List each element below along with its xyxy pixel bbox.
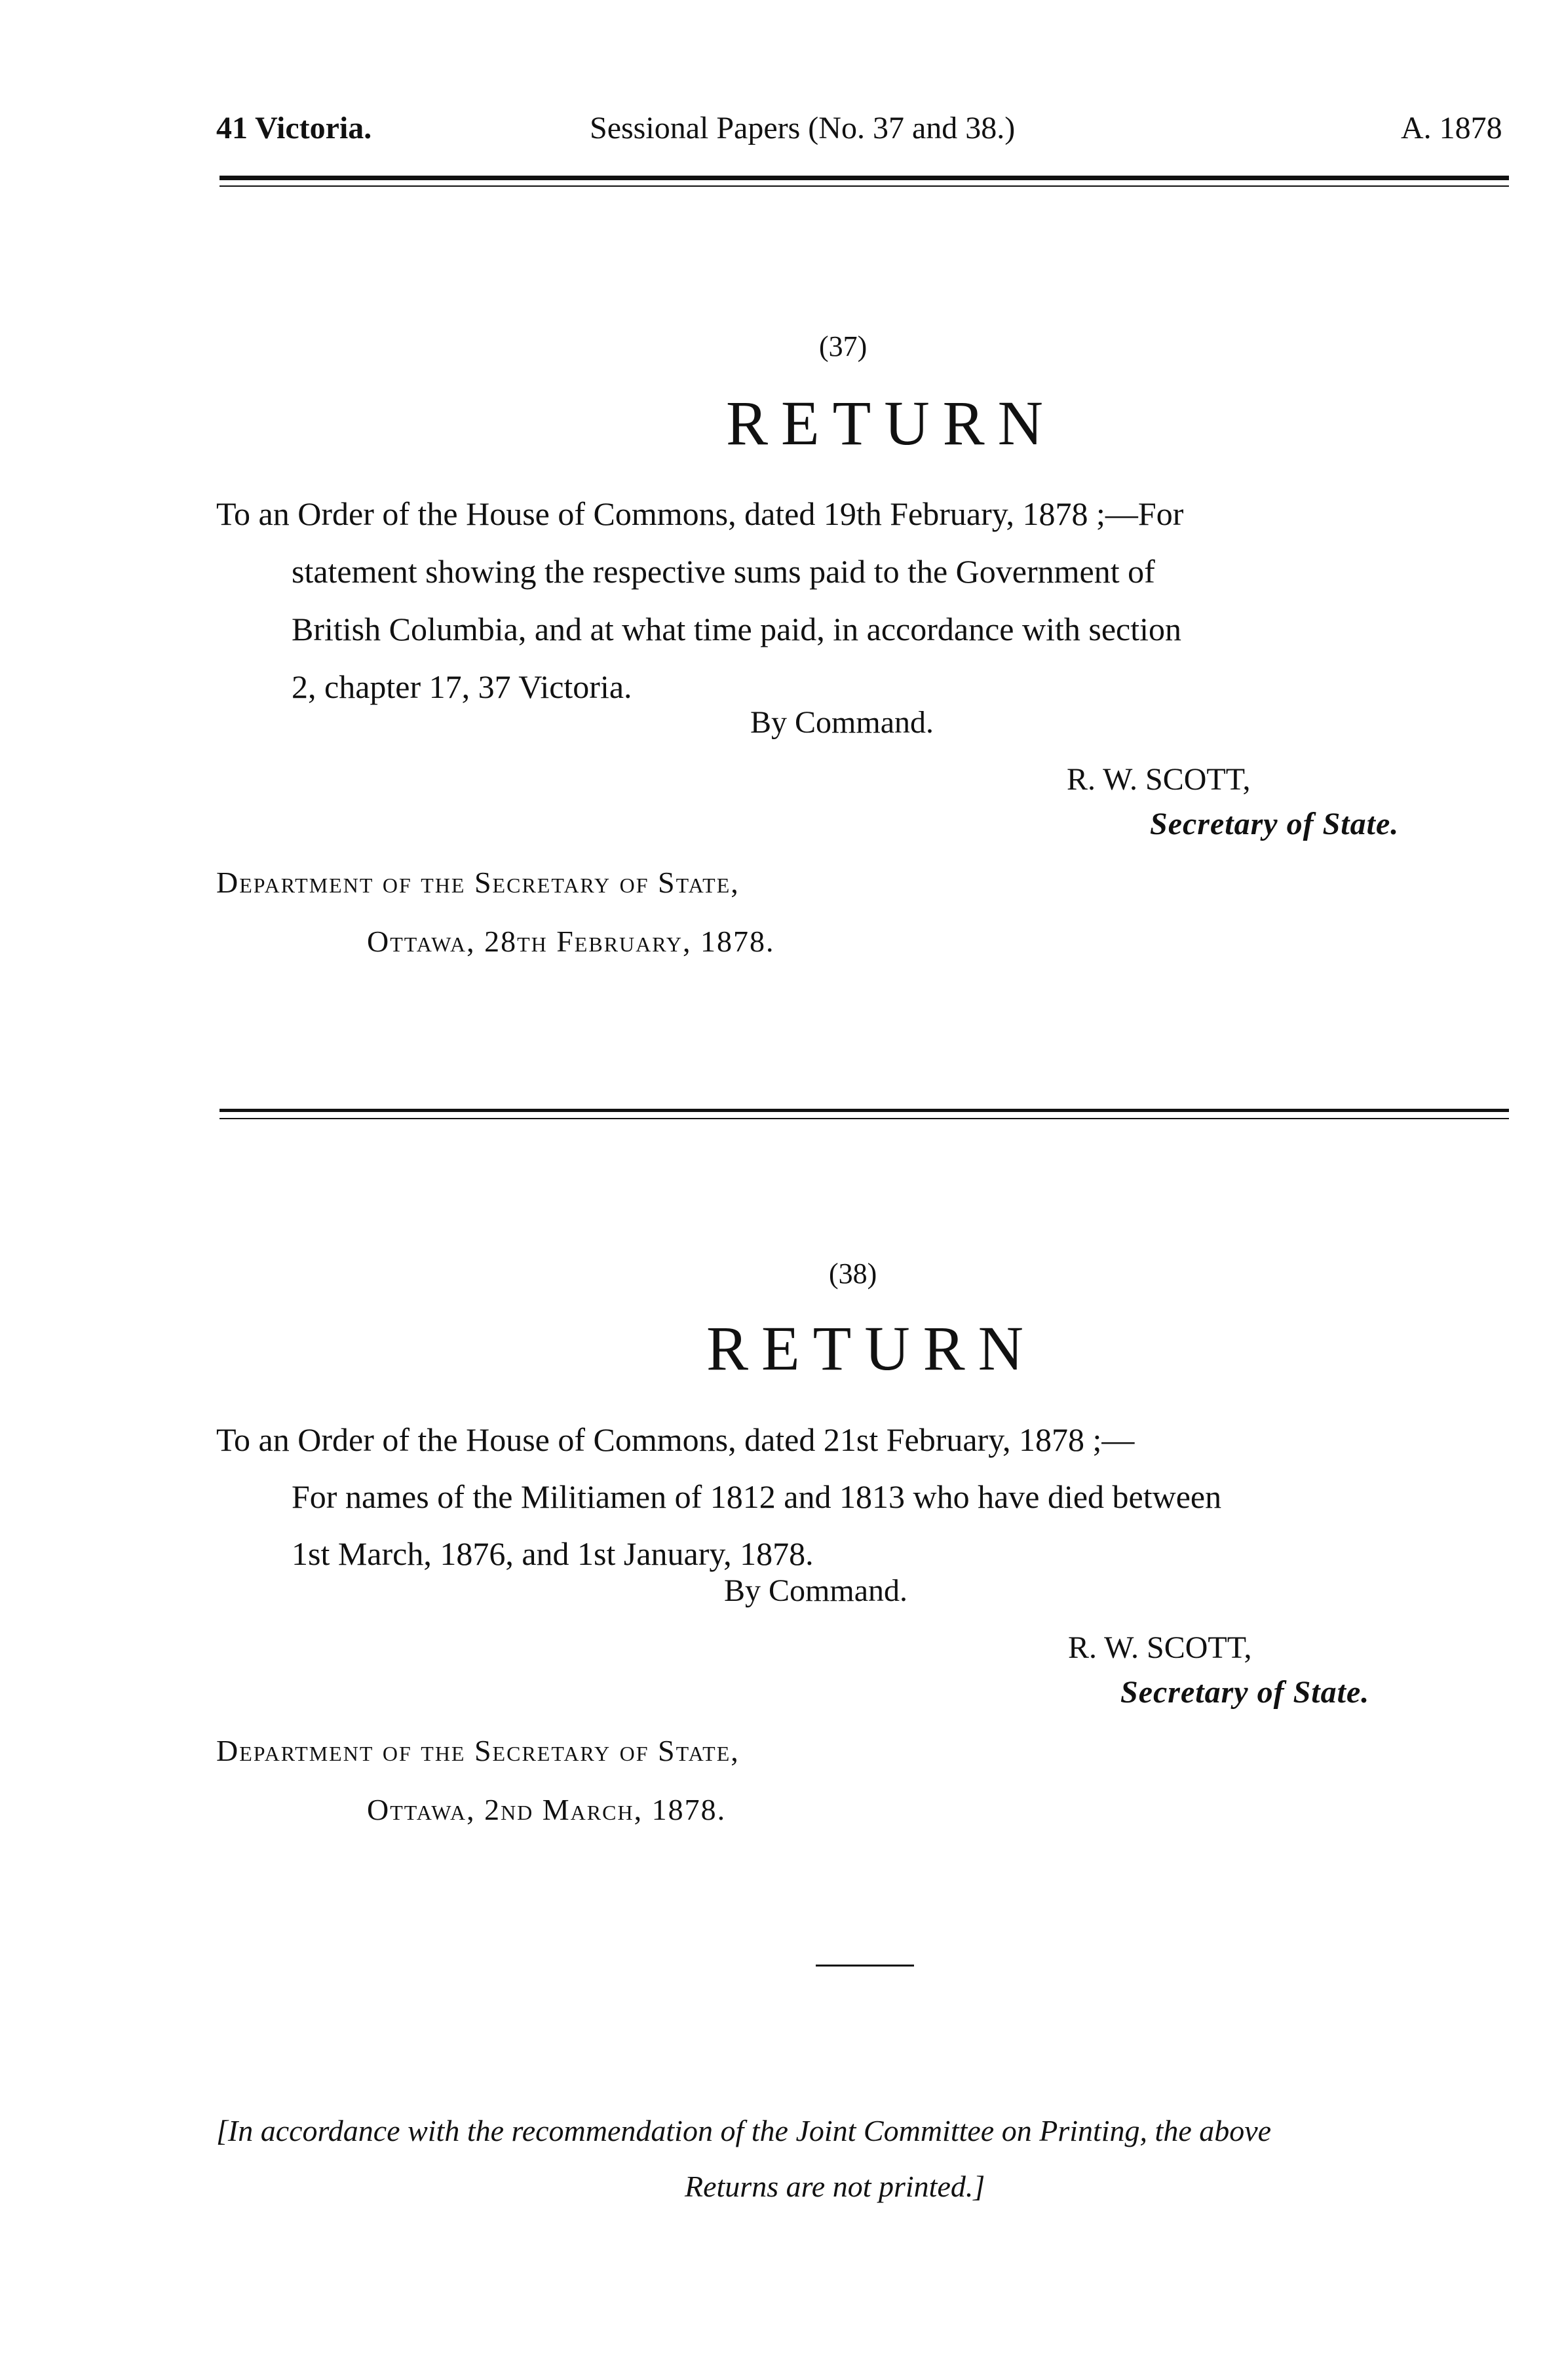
section-rule-top (219, 1109, 1509, 1112)
place-date: Ottawa, 2nd March, 1878. (367, 1793, 727, 1826)
paragraph-line: 1st March, 1876, and 1st January, 1878. (292, 1535, 814, 1572)
return-title: RETURN (726, 388, 1056, 458)
department-line: Department of the Secretary of State, (216, 1734, 740, 1767)
place-date: Ottawa, 28th February, 1878. (367, 925, 775, 958)
paragraph-line: To an Order of the House of Commons, dated 19th February, 1878 ;—For (216, 495, 1184, 532)
header-center: Sessional Papers (No. 37 and 38.) (590, 111, 1016, 145)
signatory-name: R. W. SCOTT, (1067, 762, 1251, 797)
short-rule (816, 1965, 914, 1967)
header-rule-thin (219, 185, 1509, 187)
header-rule-thick (219, 176, 1509, 180)
paragraph-line: statement showing the respective sums paid to the Government of (292, 553, 1155, 590)
paragraph-line: To an Order of the House of Commons, dated 21st February, 1878 ;— (216, 1421, 1135, 1458)
department-line: Department of the Secretary of State, (216, 866, 740, 899)
return-number: (38) (829, 1257, 877, 1290)
footnote-line: Returns are not printed.] (685, 2170, 985, 2203)
paragraph-line: 2, chapter 17, 37 Victoria. (292, 668, 632, 705)
paragraph-line: British Columbia, and at what time paid, in accordance with section (292, 611, 1181, 647)
signatory-name: R. W. SCOTT, (1068, 1630, 1252, 1665)
by-command: By Command. (724, 1573, 908, 1608)
signatory-title: Secretary of State. (1120, 1675, 1370, 1710)
header-right: A. 1878 (1401, 111, 1502, 145)
return-number: (37) (819, 330, 868, 362)
return-title: RETURN (706, 1313, 1037, 1383)
header-left: 41 Victoria. (216, 111, 372, 145)
by-command: By Command. (750, 705, 934, 740)
signatory-title: Secretary of State. (1150, 807, 1400, 841)
paragraph-line: For names of the Militiamen of 1812 and 1813 who have died between (292, 1478, 1222, 1515)
footnote-line: [In accordance with the recommendation of the Joint Committee on Printing, the above (216, 2114, 1272, 2147)
section-rule-bottom (219, 1118, 1509, 1119)
